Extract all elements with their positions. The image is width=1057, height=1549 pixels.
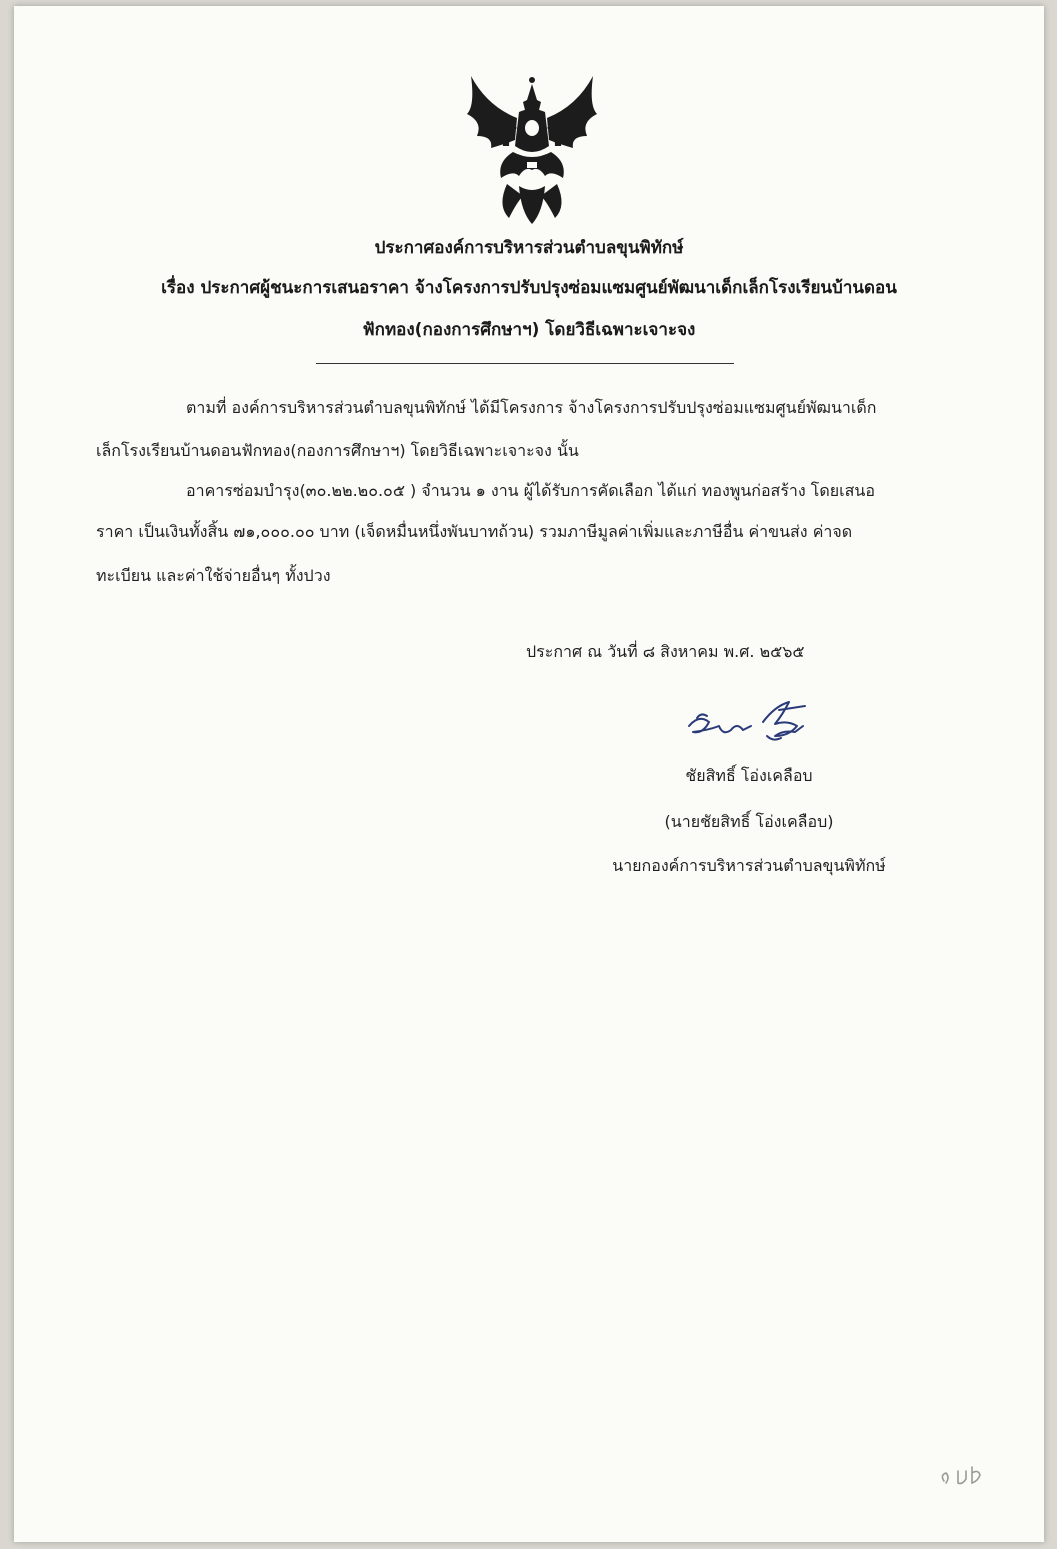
document-page [14,6,1044,1542]
announcement-subject: เรื่อง ประกาศผู้ชนะการเสนอราคา จ้างโครงการปรับปรุงซ่อมแซมศูนย์พัฒนาเด็กเล็กโรงเรียนบ้านดอน [161,278,897,298]
body-paragraph-line: เล็กโรงเรียนบ้านดอนฟักทอง(กองการศึกษาฯ) โดยวิธีเฉพาะเจาะจง นั้น [96,441,579,460]
signatory-full-name: (นายชัยสิทธิ์ โอ่งเคลือบ) [664,812,834,831]
body-paragraph-line: ทะเบียน และค่าใช้จ่ายอื่นๆ ทั้งปวง [96,566,331,585]
signatory-name: ชัยสิทธิ์ โอ่งเคลือบ [685,766,813,785]
announcement-title: ประกาศองค์การบริหารส่วนตำบลขุนพิทักษ์ [374,238,684,258]
announcement-subject-continued: ฟักทอง(กองการศึกษาฯ) โดยวิธีเฉพาะเจาะจง [362,320,696,340]
announcement-date: ประกาศ ณ วันที่ ๘ สิงหาคม พ.ศ. ๒๕๖๕ [526,642,805,661]
body-paragraph-line: ราคา เป็นเงินทั้งสิ้น ๗๑,๐๐๐.๐๐ บาท (เจ็ดหมื่นหนึ่งพันบาทถ้วน) รวมภาษีมูลค่าเพิ่มและภาษีอื่น ค่าขนส่ง ค่าจด [96,522,853,541]
garuda-emblem-icon [457,66,607,231]
body-paragraph-line: ตามที่ องค์การบริหารส่วนตำบลขุนพิทักษ์ ได้มีโครงการ จ้างโครงการปรับปรุงซ่อมแซมศูนย์พัฒนาเด็ก [186,398,877,417]
body-paragraph-line: อาคารซ่อมบำรุง(๓๐.๒๒.๒๐.๐๕ ) จำนวน ๑ งาน ผู้ได้รับการคัดเลือก ได้แก่ ทองพูนก่อสร้าง โดยเสนอ [186,481,875,500]
divider [316,363,734,364]
signatory-position: นายกองค์การบริหารส่วนตำบลขุนพิทักษ์ [612,856,886,875]
handwritten-page-mark [936,1461,996,1491]
handwritten-signature [679,696,814,751]
